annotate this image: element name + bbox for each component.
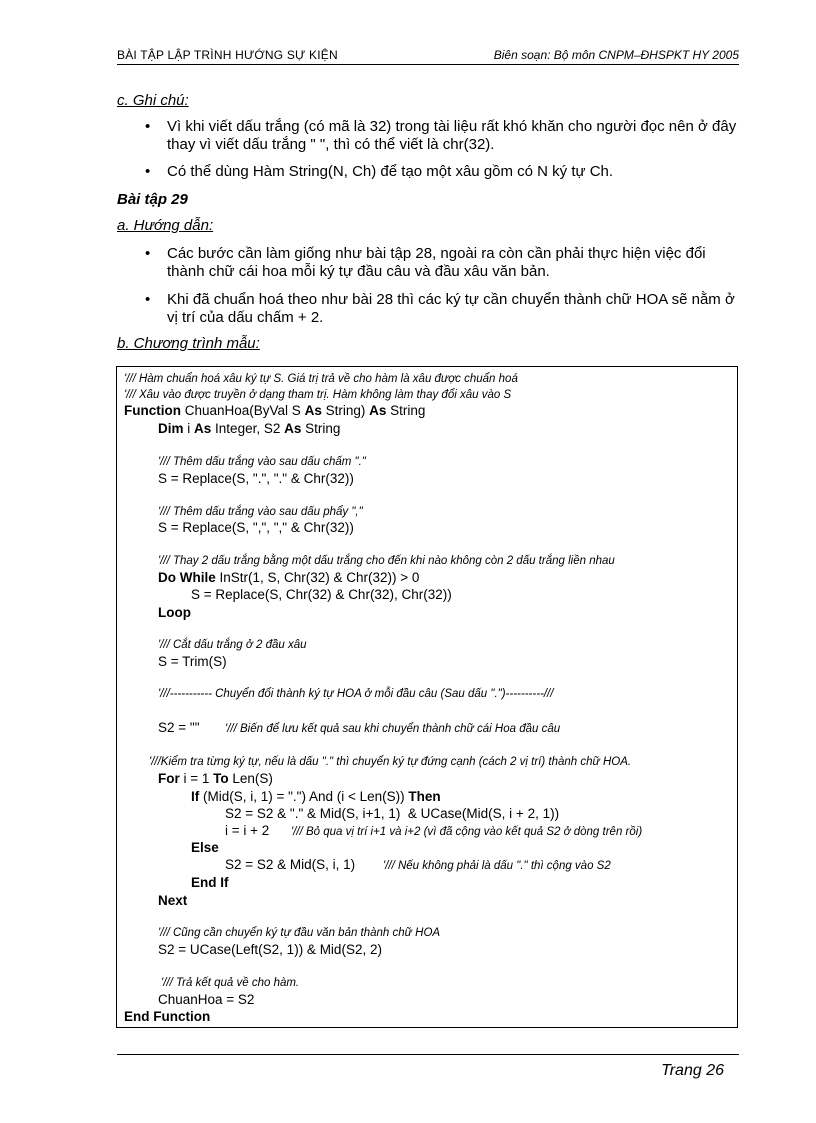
bullet-icon: • [145,291,151,308]
note-section-title: c. Ghi chú: [117,92,189,109]
guide-section-title: a. Hướng dẫn: [117,217,214,234]
bullet-icon: • [145,245,151,262]
note-item-1: Vì khi viết dấu trắng (có mã là 32) trong tài liệu rất khó khăn cho người đọc nên ở đây thay vì viết dấu trắng " ", thì có thể viết là chr(32). [167,118,737,153]
footer-divider [117,1054,739,1055]
header-course-title: BÀI TẬP LẬP TRÌNH HƯỚNG SỰ KIỆN [117,48,338,62]
code-line: S2 = UCase(Left(S2, 1)) & Mid(S2, 2) [158,942,382,957]
code-keyword-end-function: End Function [124,1009,211,1024]
code-comment: '/// Nếu không phải là dấu "." thì cộng vào S2 [383,860,611,872]
guide-item-1: Các bước cần làm giống như bài tập 28, ngoài ra còn cần phải thực hiện việc đổi thành chữ cái hoa mỗi ký tự đầu câu và đầu xâu văn bản. [167,245,706,280]
code-line: S = Trim(S) [158,654,227,669]
code-line: S2 = "" [158,720,200,735]
page-header [117,46,739,65]
code-comment: '/// Xâu vào được truyền ở dạng tham trị. Hàm không làm thay đổi xâu vào S [124,389,512,401]
code-line: S = Replace(S, ".", "." & Chr(32)) [158,471,354,486]
code-comment: '/// Thêm dấu trắng vào sau dấu chấm "." [158,456,366,468]
bullet-icon: • [145,118,151,135]
bullet-icon: • [145,163,151,180]
code-comment: '/// Bỏ qua vị trí i+1 và i+2 (vì đã cộng vào kết quả S2 ở dòng trên rồi) [291,826,643,838]
code-keyword-end-if: End If [191,875,229,890]
code-line: S2 = S2 & Mid(S, i, 1) [225,857,356,872]
code-comment: '/// Trả kết quả về cho hàm. [161,977,300,989]
code-line-function: Function ChuanHoa(ByVal S As String) As String [124,403,426,418]
code-comment: '///----------- Chuyển đổi thành ký tự HOA ở mỗi đầu câu (Sau dấu ".")----------/// [158,688,554,700]
guide-item-2: Khi đã chuẩn hoá theo như bài 28 thì các ký tự cần chuyển thành chữ HOA sẽ nằm ở vị trí của dấu chấm + 2. [167,291,735,326]
code-comment: '/// Thêm dấu trắng vào sau dấu phẩy "," [158,506,363,518]
code-comment: '///Kiểm tra từng ký tự, nếu là dấu "." thì chuyển ký tự đứng cạnh (cách 2 vị trí) thành chữ HOA. [149,756,632,768]
code-keyword-loop: Loop [158,605,191,620]
code-comment: '/// Cũng cần chuyển ký tự đầu văn bản thành chữ HOA [158,927,441,939]
exercise-title: Bài tập 29 [117,191,188,208]
code-line: i = i + 2 [225,823,270,838]
header-author: Biên soạn: Bộ môn CNPM–ĐHSPKT HY 2005 [493,48,739,62]
code-line: ChuanHoa = S2 [158,992,255,1007]
page-number: Trang 26 [661,1062,724,1079]
code-line-do-while: Do While InStr(1, S, Chr(32) & Chr(32)) > 0 [158,570,420,585]
note-item-2: Có thể dùng Hàm String(N, Ch) để tạo một xâu gồm có N ký tự Ch. [167,163,614,180]
code-line-dim: Dim i As Integer, S2 As String [158,421,341,436]
code-comment: '/// Hàm chuẩn hoá xâu ký tự S. Giá trị trả về cho hàm là xâu được chuẩn hoá [124,373,518,385]
code-comment: '/// Cắt dấu trắng ở 2 đầu xâu [158,639,307,651]
code-line: S = Replace(S, Chr(32) & Chr(32), Chr(32)) [191,587,452,602]
code-comment: '/// Biến để lưu kết quả sau khi chuyển thành chữ cái Hoa đầu câu [225,723,561,735]
code-keyword-next: Next [158,893,188,908]
code-line: S2 = S2 & "." & Mid(S, i+1, 1) & UCase(Mid(S, i + 2, 1)) [225,806,560,821]
code-listing [116,366,738,1028]
code-comment: '/// Thay 2 dấu trắng bằng một dấu trắng cho đến khi nào không còn 2 dấu trắng liền nhau [158,555,615,567]
code-line-if: If (Mid(S, i, 1) = ".") And (i < Len(S)) Then [191,789,441,804]
code-line-for: For i = 1 To Len(S) [158,771,273,786]
code-line: S = Replace(S, ",", "," & Chr(32)) [158,520,354,535]
sample-section-title: b. Chương trình mẫu: [117,335,260,352]
code-keyword-else: Else [191,840,219,855]
